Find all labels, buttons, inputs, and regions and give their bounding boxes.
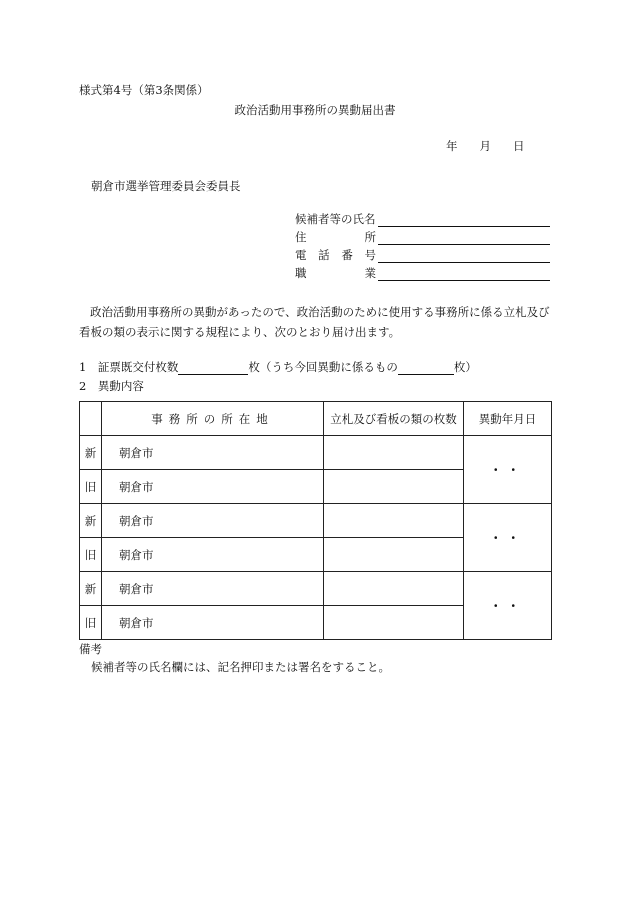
applicant-address-label [295, 229, 376, 245]
applicant-phone-field[interactable] [378, 250, 550, 263]
remarks-title: 備考 [79, 642, 102, 656]
date-year-label: 年 [446, 139, 458, 153]
applicant-address-field[interactable] [378, 232, 550, 245]
table-row [80, 436, 552, 470]
header-count: 立札及び看板の類の枚数 [324, 402, 464, 436]
applicant-name-label: 候補者等の氏名 [295, 212, 376, 226]
count-cell[interactable] [324, 538, 464, 572]
date-dots: ・・ [490, 598, 525, 613]
header-mark [80, 402, 102, 436]
form-number: 様式第4号（第3条関係） [79, 83, 209, 97]
count-cell[interactable] [324, 470, 464, 504]
addressee: 朝倉市選挙管理委員会委員長 [91, 179, 241, 193]
item1-suffix: 枚） [453, 360, 477, 374]
applicant-address-row [295, 229, 550, 245]
header-location: 事務所の所在地 [102, 402, 324, 436]
date-cell[interactable] [464, 504, 552, 572]
date-cell[interactable] [464, 572, 552, 640]
item-issued-count [79, 359, 477, 375]
label-char: 職 [295, 266, 307, 280]
row-mark: 旧 [80, 538, 102, 572]
row-mark: 新 [80, 572, 102, 606]
applicant-occupation-field[interactable] [378, 268, 550, 281]
row-mark: 旧 [80, 470, 102, 504]
location-cell[interactable] [102, 538, 324, 572]
header-date: 異動年月日 [464, 402, 552, 436]
applicant-name-field[interactable] [378, 214, 550, 227]
applicant-occupation-row [295, 265, 550, 281]
date-day-label: 日 [513, 139, 525, 153]
location-prefix: 朝倉市 [119, 547, 154, 562]
label-char: 業 [364, 266, 376, 280]
location-prefix: 朝倉市 [119, 513, 154, 528]
item1-prefix: 1 証票既交付枚数 [79, 360, 179, 374]
remarks-text: 候補者等の氏名欄には、記名押印または署名をすること。 [91, 660, 390, 674]
table-row [80, 572, 552, 606]
label-char: 所 [364, 230, 376, 244]
change-details-table [79, 401, 552, 640]
location-cell[interactable] [102, 606, 324, 640]
applicant-name-row [295, 211, 550, 227]
table-row [80, 504, 552, 538]
table-header-row [80, 402, 552, 436]
label-char: 電 [295, 248, 307, 262]
location-cell[interactable] [102, 436, 324, 470]
item1-mid: 枚（うち今回異動に係るもの [248, 360, 398, 374]
item-change-details: 2 異動内容 [79, 379, 144, 393]
row-mark: 新 [80, 504, 102, 538]
location-cell[interactable] [102, 470, 324, 504]
label-char: 号 [364, 248, 376, 262]
count-cell[interactable] [324, 606, 464, 640]
location-prefix: 朝倉市 [119, 479, 154, 494]
location-cell[interactable] [102, 504, 324, 538]
location-cell[interactable] [102, 572, 324, 606]
date-month-label: 月 [479, 139, 491, 153]
location-prefix: 朝倉市 [119, 615, 154, 630]
count-cell[interactable] [324, 504, 464, 538]
issued-count-field[interactable] [178, 362, 248, 375]
label-char: 話 [318, 248, 330, 262]
date-line [446, 138, 525, 154]
row-mark: 新 [80, 436, 102, 470]
count-cell[interactable] [324, 572, 464, 606]
changed-count-field[interactable] [398, 362, 454, 375]
body-text: 政治活動用事務所の異動があったので、政治活動のために使用する事務所に係る立札及び看板の類の表示に関する規程により、次のとおり届け出ます。 [79, 305, 550, 339]
location-prefix: 朝倉市 [119, 581, 154, 596]
date-dots: ・・ [490, 530, 525, 545]
label-char: 番 [341, 248, 353, 262]
count-cell[interactable] [324, 436, 464, 470]
date-cell[interactable] [464, 436, 552, 504]
applicant-occupation-label [295, 265, 376, 281]
applicant-phone-label [295, 247, 376, 263]
applicant-phone-row [295, 247, 550, 263]
location-prefix: 朝倉市 [119, 445, 154, 460]
label-char: 住 [295, 230, 307, 244]
document-title: 政治活動用事務所の異動届出書 [234, 103, 396, 117]
date-dots: ・・ [490, 462, 525, 477]
row-mark: 旧 [80, 606, 102, 640]
